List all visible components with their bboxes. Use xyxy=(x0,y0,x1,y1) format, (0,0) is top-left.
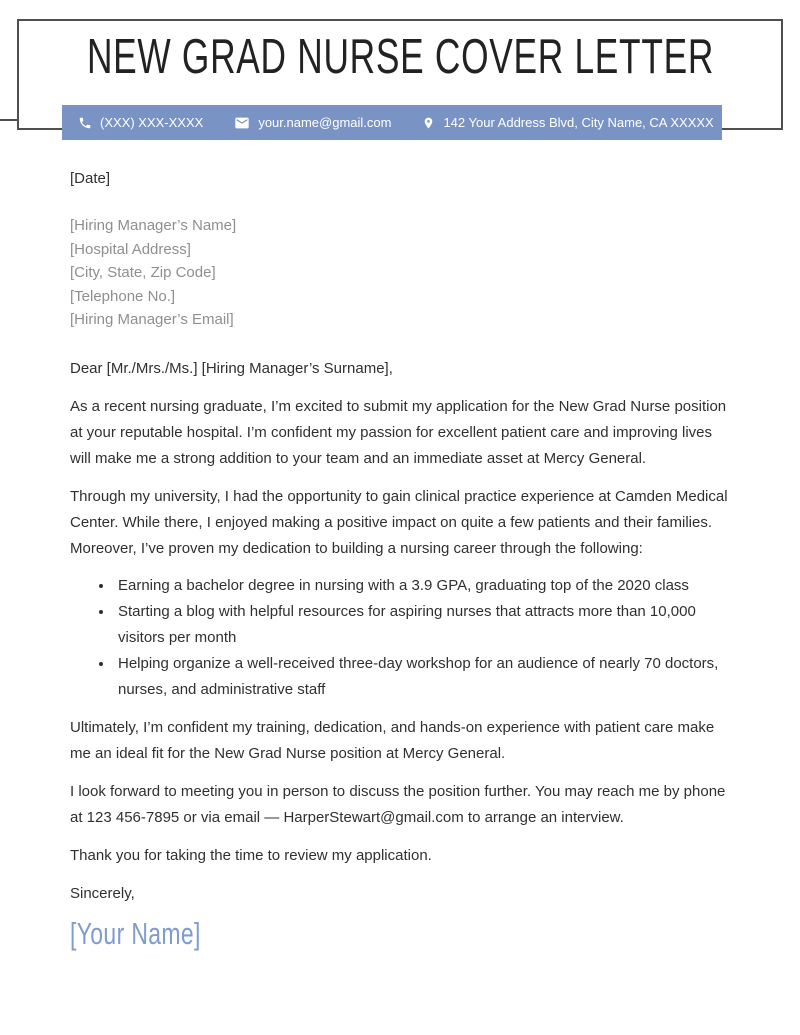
paragraph-intro: As a recent nursing graduate, I’m excited to submit my application for the New Grad Nurse position at your reputable hospital. I’m confident my passion for excellent patient care and improving lives will make me a strong addition to your team and an immediate asset at Mercy General. xyxy=(70,397,727,467)
signature-name-placeholder: [Your Name] xyxy=(70,915,201,951)
paragraph-contact: I look forward to meeting you in person to discuss the position further. You may reach me by phone at 123 456-7895 or via email — HarperStewart@gmail.com to arrange an interview. xyxy=(70,782,726,826)
contact-address-label: 142 Your Address Blvd, City Name, CA XXXXX xyxy=(443,115,714,130)
page-title: NEW GRAD NURSE COVER LETTER xyxy=(86,30,714,84)
recipient-line: [Telephone No.] xyxy=(70,287,176,305)
letter-body xyxy=(70,167,730,953)
accomplishments-list xyxy=(70,573,730,703)
contact-email xyxy=(234,115,391,131)
recipient-line: [City, State, Zip Code] xyxy=(70,264,216,281)
map-pin-icon xyxy=(422,115,435,131)
contact-phone-label: (XXX) XXX-XXXX xyxy=(100,115,204,130)
date-placeholder: [Date] xyxy=(70,170,111,187)
recipient-block xyxy=(70,214,730,332)
recipient-line: [Hospital Address] xyxy=(70,240,191,258)
contact-address xyxy=(422,115,713,131)
contact-email-label: your.name@gmail.com xyxy=(258,115,392,130)
phone-icon xyxy=(78,116,92,130)
contact-bar xyxy=(62,105,722,140)
recipient-line: [Hiring Manager’s Name] xyxy=(70,217,237,234)
contact-phone xyxy=(78,115,203,130)
paragraph-thanks: Thank you for taking the time to review my application. xyxy=(70,846,432,864)
greeting: Dear [Mr./Mrs./Ms.] [Hiring Manager’s Surname], xyxy=(70,359,393,377)
list-item: • Starting a blog with helpful resources for aspiring nurses that attracts more than 10,000 visitors per month xyxy=(114,599,730,651)
signoff: Sincerely, xyxy=(70,884,135,902)
recipient-line: [Hiring Manager’s Email] xyxy=(70,311,234,328)
paragraph-fit: Ultimately, I’m confident my training, dedication, and hands-on experience with patient care make me an ideal fit for the New Grad Nurse position at Mercy General. xyxy=(70,718,715,762)
envelope-icon xyxy=(234,115,250,131)
list-item: • Earning a bachelor degree in nursing with a 3.9 GPA, graduating top of the 2020 class xyxy=(114,573,730,599)
list-item: • Helping organize a well-received three-day workshop for an audience of nearly 70 doctors, nurses, and administrative staff xyxy=(114,651,730,703)
paragraph-experience: Through my university, I had the opportunity to gain clinical practice experience at Camden Medical Center. While there, I enjoyed making a positive impact on quite a few patients and their families. Moreover, I’ve proven my dedication to building a nursing career through the following: xyxy=(70,487,728,557)
